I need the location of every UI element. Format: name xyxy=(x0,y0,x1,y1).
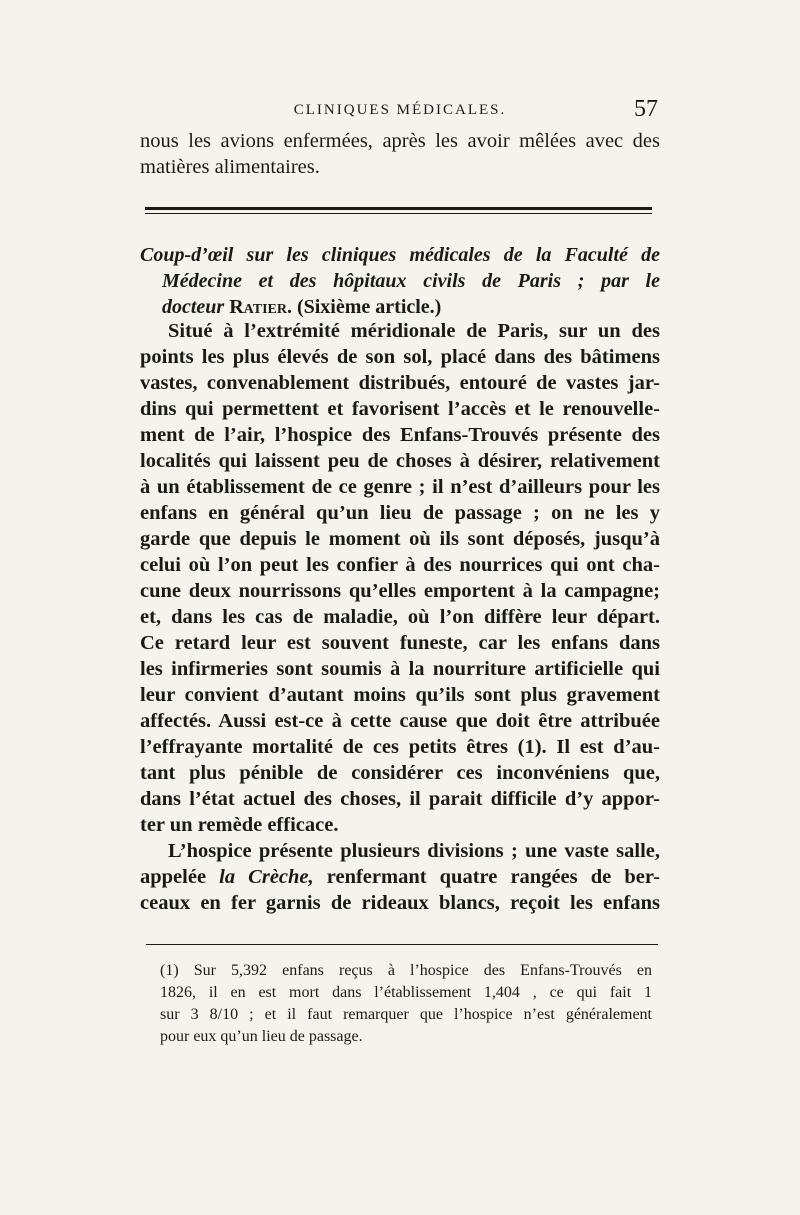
title-line: Coup-d’œil sur les cliniques médicales de la Faculté de xyxy=(140,244,660,266)
section-divider-thin xyxy=(145,213,652,214)
main-paragraph xyxy=(140,318,660,916)
text-line: enfans en général qu’un lieu de passage ; on ne les y xyxy=(140,502,660,524)
page-number: 57 xyxy=(634,96,658,122)
text-line: localités qui laissent peu de choses à désirer, relativement xyxy=(140,450,660,472)
italic-term: la Crèche, xyxy=(219,866,314,888)
text-line: cune deux nourrissons qu’elles emportent à la campagne; xyxy=(140,580,660,602)
title-line: Médecine et des hôpitaux civils de Paris ; par le xyxy=(162,270,660,292)
author-name: Ratier. xyxy=(229,296,292,318)
text-line: Ce retard leur est souvent funeste, car les enfans dans xyxy=(140,632,660,654)
text-line: dins qui permettent et favorisent l’accès et le renouvelle- xyxy=(140,398,660,420)
text-line: nous les avions enfermées, après les avoir mêlées avec des xyxy=(140,130,660,152)
text-line: affectés. Aussi est-ce à cette cause que doit être attribuée xyxy=(140,710,660,732)
footnote-rule xyxy=(146,944,658,945)
section-divider-thick xyxy=(145,207,652,210)
text-line: points les plus élevés de son sol, placé dans des bâtimens xyxy=(140,346,660,368)
text-line: L’hospice présente plusieurs divisions ; une vaste salle, xyxy=(168,840,660,862)
footnote-line: sur 3 8/10 ; et il faut remarquer que l’hospice n’est généralement xyxy=(160,1006,652,1023)
footnote xyxy=(160,960,652,1048)
text-line: tant plus pénible de considérer ces inconvéniens que, xyxy=(140,762,660,784)
running-title: CLINIQUES MÉDICALES. xyxy=(293,102,507,118)
footnote-line: pour eux qu’un lieu de passage. xyxy=(160,1028,363,1045)
text-line: dans l’état actuel des choses, il parait difficile d’y appor- xyxy=(140,788,660,810)
text-line: ment de l’air, l’hospice des Enfans-Trouvés présente des xyxy=(140,424,660,446)
text-line: leur convient d’autant moins qu’ils sont plus gravement xyxy=(140,684,660,706)
title-line xyxy=(140,294,660,320)
text-line: garde que depuis le moment où ils sont déposés, jusqu’à xyxy=(140,528,660,550)
text-line: l’effrayante mortalité de ces petits êtres (1). Il est d’au- xyxy=(140,736,660,758)
text-fragment: renfermant quatre rangées de ber- xyxy=(313,866,660,888)
footnote-line: (1) Sur 5,392 enfans reçus à l’hospice des Enfans-Trouvés en xyxy=(160,962,652,979)
text-line xyxy=(140,864,660,890)
carryover-paragraph xyxy=(140,128,660,180)
text-line: ceaux en fer garnis de rideaux blancs, reçoit les enfans xyxy=(140,892,660,914)
text-line: ter un remède efficace. xyxy=(140,814,339,836)
text-line: et, dans les cas de maladie, où l’on diffère leur départ. xyxy=(140,606,660,628)
text-line: Situé à l’extrémité méridionale de Paris, sur un des xyxy=(168,320,660,342)
text-line: celui où l’on peut les confier à des nourrices qui ont cha- xyxy=(140,554,660,576)
footnote-line: 1826, il en est mort dans l’établissement 1,404 , ce qui fait 1 xyxy=(160,984,652,1001)
title-prefix: docteur xyxy=(162,296,230,318)
text-line: matières alimentaires. xyxy=(140,156,320,178)
article-title xyxy=(140,242,660,320)
text-line: vastes, convenablement distribués, entouré de vastes jar- xyxy=(140,372,660,394)
text-fragment: appelée xyxy=(140,866,220,888)
article-number: (Sixième article.) xyxy=(291,296,442,318)
text-line: les infirmeries sont soumis à la nourriture artificielle qui xyxy=(140,658,660,680)
text-line: à un établissement de ce genre ; il n’est d’ailleurs pour les xyxy=(140,476,660,498)
running-head xyxy=(140,96,660,126)
